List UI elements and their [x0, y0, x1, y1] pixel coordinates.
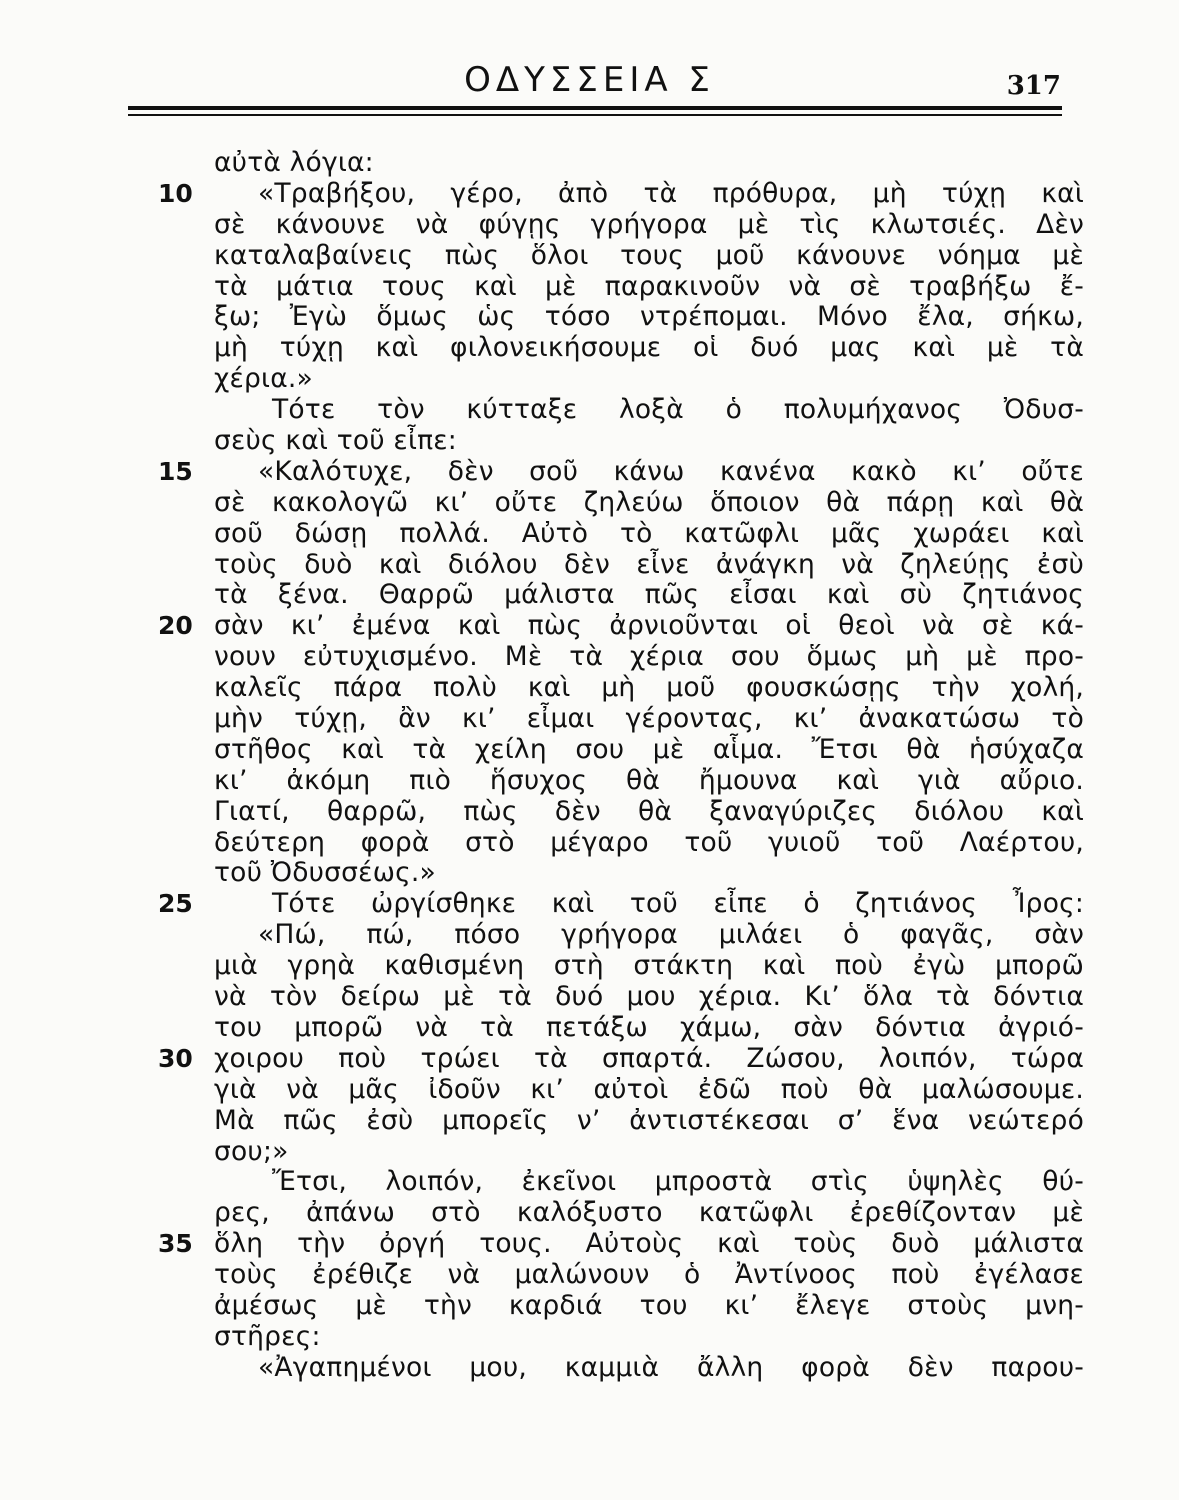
text-body: [0, 148, 1179, 1384]
text-line: [0, 395, 1179, 426]
line-text: Μὰ πῶς ἐσὺ μπορεῖς ν’ ἀντιστέκεσαι σ’ ἕνα νεώτερό: [214, 1104, 1084, 1136]
line-text: σὲ κακολογῶ κι’ οὔτε ζηλεύω ὅποιον θὰ πάρῃ καὶ θὰ: [214, 486, 1084, 518]
line-text: μὴν τύχῃ, ἂν κι’ εἶμαι γέροντας, κι’ ἀνακατώσω τὸ: [214, 703, 1084, 735]
text-line: [0, 673, 1179, 704]
text-line: [0, 889, 1179, 920]
line-text: χοιρου ποὺ τρώει τὰ σπαρτά. Ζώσου, λοιπόν, τώρα: [214, 1042, 1084, 1074]
line-number: 20: [158, 611, 193, 641]
text-line: [0, 828, 1179, 859]
text-line: [0, 550, 1179, 581]
running-title: ΟΔΥΣΣΕΙΑ Σ: [464, 60, 715, 100]
line-text: «Τραβήξου, γέρο, ἀπὸ τὰ πρόθυρα, μὴ τύχῃ καὶ: [258, 177, 1084, 209]
line-text: ξω; Ἐγὼ ὅμως ὡς τόσο ντρέπομαι. Μόνο ἔλα, σήκω,: [214, 301, 1084, 333]
line-text: Τότε ὠργίσθηκε καὶ τοῦ εἶπε ὁ ζητιάνος Ἶρος:: [272, 888, 1084, 920]
line-text: στῆρες:: [214, 1320, 321, 1352]
text-line: [0, 302, 1179, 333]
line-text: χέρια.»: [214, 363, 313, 395]
line-text: τοῦ Ὀδυσσέως.»: [214, 857, 436, 889]
line-text: Γιατί, θαρρῶ, πὼς δὲν θὰ ξαναγύριζες διόλου καὶ: [214, 795, 1084, 827]
header-rule: [128, 106, 1062, 110]
line-text: καλεῖς πάρα πολὺ καὶ μὴ μοῦ φουσκώσῃς τὴν χολή,: [214, 672, 1084, 704]
line-text: τοὺς δυὸ καὶ διόλου δὲν εἶνε ἀνάγκη νὰ ζηλεύῃς ἐσὺ: [214, 548, 1084, 580]
line-text: δεύτερη φορὰ στὸ μέγαρο τοῦ γυιοῦ τοῦ Λαέρτου,: [214, 826, 1084, 858]
text-line: [0, 858, 1179, 889]
text-line: [0, 580, 1179, 611]
text-line: [0, 210, 1179, 241]
text-line: [0, 766, 1179, 797]
text-line: [0, 1260, 1179, 1291]
page-number: 317: [1006, 71, 1061, 101]
line-text: σοῦ δώσῃ πολλά. Αὐτὸ τὸ κατῶφλι μᾶς χωράει καὶ: [214, 517, 1084, 549]
text-line: [0, 1137, 1179, 1168]
text-line: [0, 1013, 1179, 1044]
line-number: 35: [158, 1229, 193, 1259]
text-line: [0, 1106, 1179, 1137]
text-line: [0, 611, 1179, 642]
line-text: «Καλότυχε, δὲν σοῦ κάνω κανένα κακὸ κι’ οὔτε: [258, 455, 1084, 487]
line-text: σου;»: [214, 1135, 289, 1167]
text-line: [0, 148, 1179, 179]
line-text: κι’ ἀκόμη πιὸ ἥσυχος θὰ ἤμουνα καὶ γιὰ αὔριο.: [214, 764, 1084, 796]
text-line: [0, 1198, 1179, 1229]
text-line: [0, 704, 1179, 735]
text-line: [0, 426, 1179, 457]
line-text: στῆθος καὶ τὰ χείλη σου μὲ αἷμα. Ἔτσι θὰ ἡσύχαζα: [214, 733, 1084, 765]
text-line: [0, 364, 1179, 395]
line-text: «Ἀγαπημένοι μου, καμμιὰ ἄλλη φορὰ δὲν παρου-: [258, 1351, 1084, 1383]
text-line: [0, 488, 1179, 519]
line-text: ρες, ἀπάνω στὸ καλόξυστο κατῶφλι ἐρεθίζονταν μὲ: [214, 1197, 1084, 1229]
text-line: [0, 179, 1179, 210]
line-text: σὲ κάνουνε νὰ φύγῃς γρήγορα μὲ τὶς κλωτσιές. Δὲν: [214, 208, 1084, 240]
line-number: 15: [158, 456, 193, 486]
line-number: 10: [158, 178, 193, 208]
text-line: [0, 982, 1179, 1013]
text-line: [0, 519, 1179, 550]
line-text: τοὺς ἐρέθιζε νὰ μαλώνουν ὁ Ἀντίνοος ποὺ ἐγέλασε: [214, 1259, 1084, 1291]
line-text: καταλαβαίνεις πὼς ὅλοι τους μοῦ κάνουνε νόημα μὲ: [214, 239, 1084, 271]
line-text: νουν εὐτυχισμένο. Μὲ τὰ χέρια σου ὅμως μὴ μὲ προ-: [214, 641, 1084, 673]
line-text: σεὺς καὶ τοῦ εἶπε:: [214, 425, 457, 457]
line-text: μὴ τύχῃ καὶ φιλονεικήσουμε οἱ δυό μας καὶ μὲ τὰ: [214, 332, 1084, 364]
text-line: [0, 1044, 1179, 1075]
line-text: αὐτὰ λόγια:: [214, 147, 374, 178]
line-number: 25: [158, 889, 193, 919]
header-rule-thin: [128, 114, 1062, 116]
text-line: [0, 1322, 1179, 1353]
text-line: [0, 457, 1179, 488]
text-line: [0, 951, 1179, 982]
line-text: μιὰ γρηὰ καθισμένη στὴ στάκτη καὶ ποὺ ἐγὼ μπορῶ: [214, 950, 1084, 982]
line-text: ὅλη τὴν ὀργή τους. Αὐτοὺς καὶ τοὺς δυὸ μάλιστα: [214, 1228, 1084, 1260]
line-text: σὰν κι’ ἐμένα καὶ πὼς ἀρνιοῦνται οἱ θεοὶ νὰ σὲ κά-: [214, 610, 1084, 642]
text-line: [0, 797, 1179, 828]
line-text: ἀμέσως μὲ τὴν καρδιά του κι’ ἔλεγε στοὺς μνη-: [214, 1289, 1084, 1321]
line-text: γιὰ νὰ μᾶς ἰδοῦν κι’ αὐτοὶ ἐδῶ ποὺ θὰ μαλώσουμε.: [214, 1073, 1084, 1105]
text-line: [0, 920, 1179, 951]
text-line: [0, 241, 1179, 272]
text-line: [0, 735, 1179, 766]
line-text: του μπορῶ νὰ τὰ πετάξω χάμω, σὰν δόντια ἀγριό-: [214, 1011, 1084, 1043]
text-line: [0, 1167, 1179, 1198]
text-line: [0, 1229, 1179, 1260]
line-text: Ἔτσι, λοιπόν, ἐκεῖνοι μπροστὰ στὶς ὑψηλὲς θύ-: [272, 1166, 1084, 1198]
text-line: [0, 272, 1179, 303]
line-text: νὰ τὸν δείρω μὲ τὰ δυό μου χέρια. Κι’ ὅλα τὰ δόντια: [214, 981, 1084, 1013]
text-line: [0, 333, 1179, 364]
line-text: Τότε τὸν κύτταξε λοξὰ ὁ πολυμήχανος Ὀδυσ-: [272, 394, 1084, 426]
line-text: τὰ μάτια τους καὶ μὲ παρακινοῦν νὰ σὲ τραβήξω ἔ-: [214, 270, 1084, 302]
text-line: [0, 1353, 1179, 1384]
line-text: τὰ ξένα. Θαρρῶ μάλιστα πῶς εἶσαι καὶ σὺ ζητιάνος: [214, 579, 1084, 611]
text-line: [0, 1075, 1179, 1106]
line-number: 30: [158, 1043, 193, 1073]
line-text: «Πώ, πώ, πόσο γρήγορα μιλάει ὁ φαγᾶς, σὰν: [258, 919, 1084, 951]
text-line: [0, 642, 1179, 673]
text-line: [0, 1291, 1179, 1322]
